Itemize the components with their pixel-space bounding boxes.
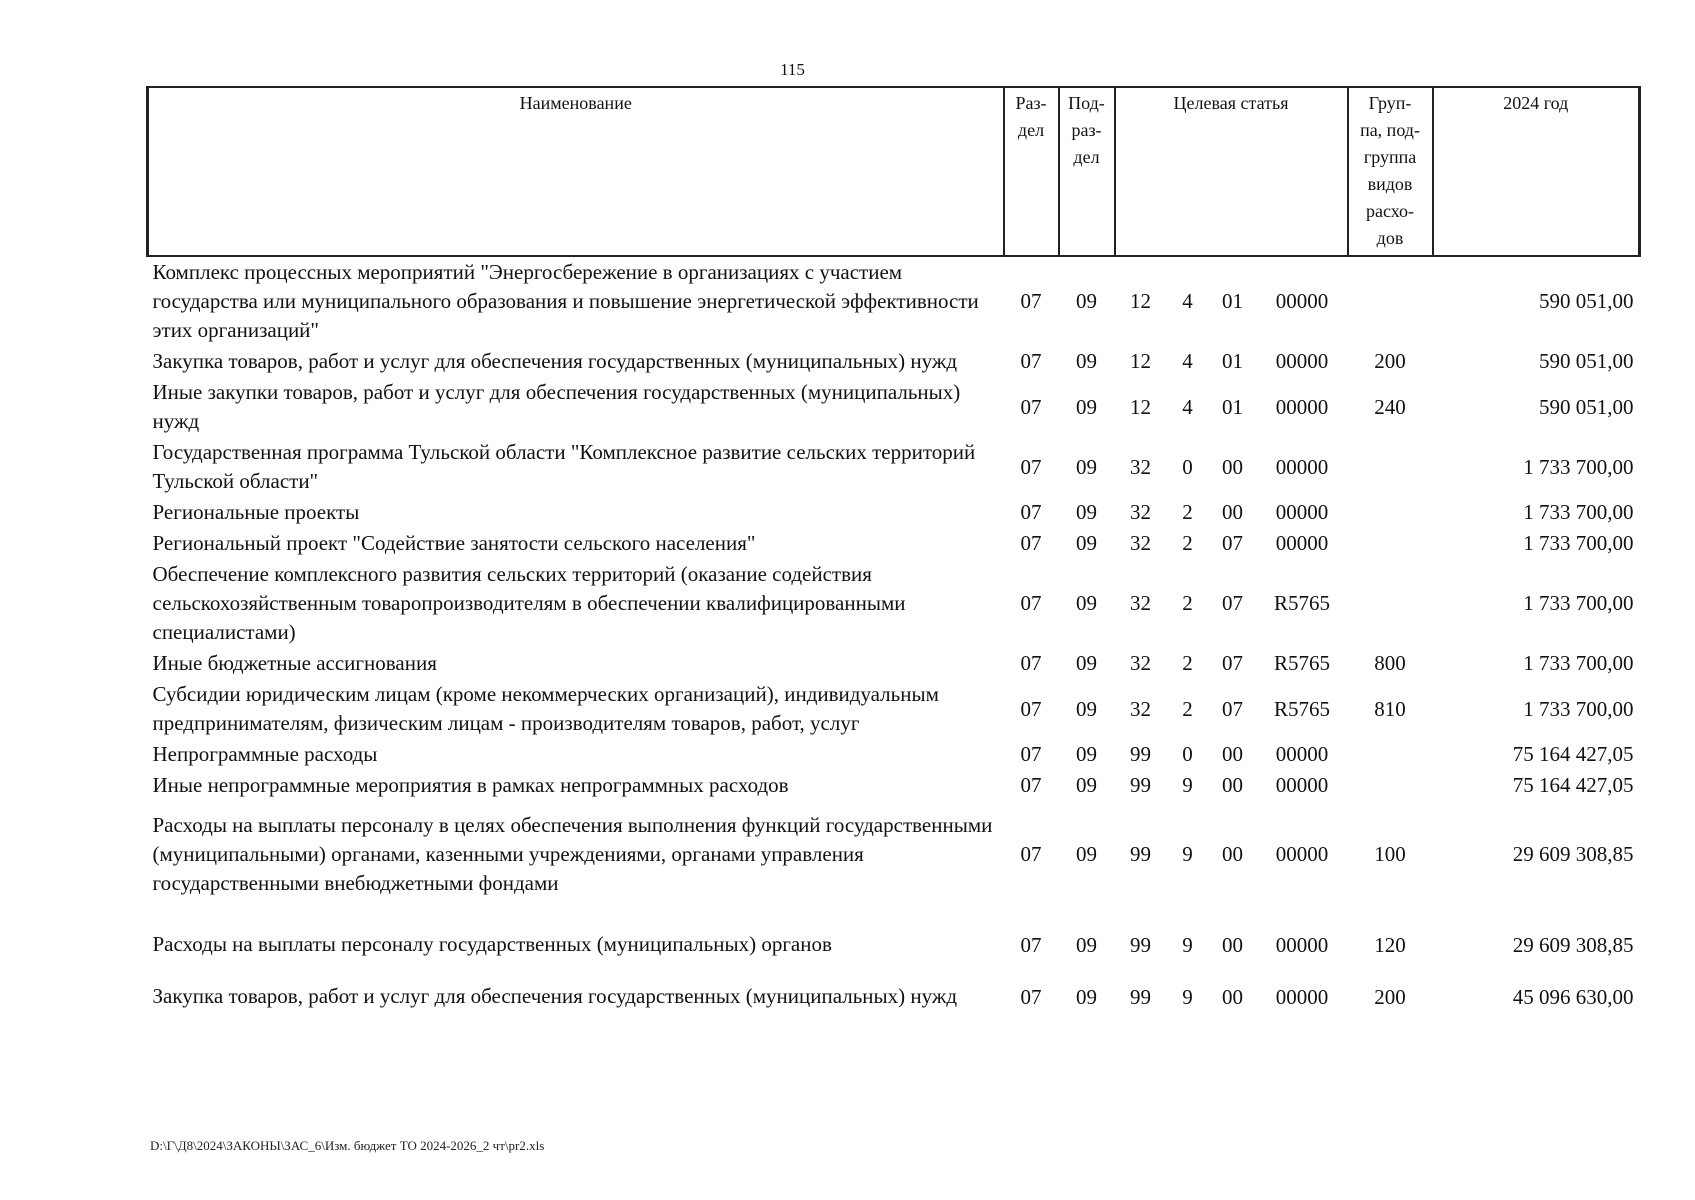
- row-podrazdel: 09: [1076, 394, 1097, 419]
- row-target-program: 32: [1130, 651, 1151, 675]
- row-expense-group: [1348, 256, 1433, 346]
- row-razdel: 07: [1020, 742, 1042, 766]
- row-razdel: 07: [1020, 454, 1042, 479]
- row-target-type: 4: [1182, 349, 1193, 373]
- row-name: Региональные проекты: [152, 500, 360, 524]
- header-razdel-line: Раз-: [1015, 93, 1047, 113]
- row-target-type: 4: [1182, 394, 1193, 419]
- table-row: [148, 497, 1640, 528]
- row-target-direction: 00000: [1275, 454, 1329, 479]
- row-target-type: 9: [1182, 773, 1193, 797]
- table-body: [148, 256, 1640, 1012]
- row-podrazdel: 09: [1076, 531, 1097, 555]
- row-podrazdel: 09: [1076, 500, 1097, 524]
- row-target-type: 0: [1182, 454, 1193, 479]
- row-podrazdel: 09: [1076, 984, 1097, 1009]
- row-podrazdel: 09: [1076, 696, 1097, 721]
- row-expense-group: [1348, 437, 1433, 497]
- row-target-subgroup: 00: [1222, 932, 1243, 957]
- row-amount: 1 733 700,00: [1523, 531, 1634, 555]
- row-target-program: 99: [1130, 842, 1151, 866]
- row-target-direction: 00000: [1275, 500, 1329, 524]
- row-amount: 29 609 308,85: [1512, 932, 1634, 957]
- table-row: [148, 739, 1640, 770]
- row-name: Обеспечение комплексного развития сельских территорий (оказание содействия сельскохозяйственным товаропроизводителям в обеспечении квалифицированными специалистами): [152, 562, 906, 644]
- row-target-type: 2: [1182, 500, 1193, 524]
- row-target-program: 12: [1130, 349, 1151, 373]
- row-target-subgroup: 00: [1222, 773, 1243, 797]
- row-target-subgroup: 00: [1222, 984, 1243, 1009]
- row-expense-group: [1348, 770, 1433, 801]
- header-group-line: расхо-: [1365, 201, 1415, 221]
- row-target-program: 99: [1130, 984, 1151, 1009]
- row-amount: 1 733 700,00: [1523, 454, 1634, 479]
- row-podrazdel: 09: [1076, 742, 1097, 766]
- header-group-line: дов: [1376, 228, 1404, 248]
- row-target-program: 32: [1130, 531, 1151, 555]
- row-razdel: 07: [1020, 696, 1042, 721]
- row-razdel: 07: [1020, 500, 1042, 524]
- row-name: Закупка товаров, работ и услуг для обеспечения государственных (муниципальных) нужд: [152, 984, 958, 1008]
- row-target-subgroup: 00: [1222, 500, 1243, 524]
- header-group-line: видов: [1367, 174, 1413, 194]
- table-row: [148, 377, 1640, 437]
- header-podrazdel-line: Под-: [1068, 93, 1105, 113]
- row-target-subgroup: 01: [1222, 349, 1243, 373]
- table-row: [148, 256, 1640, 346]
- header-target: Целевая статья: [1115, 87, 1348, 256]
- row-target-type: 4: [1182, 289, 1193, 313]
- row-razdel: 07: [1020, 932, 1042, 957]
- row-target-type: 0: [1182, 742, 1193, 766]
- table-row: [148, 437, 1640, 497]
- row-target-direction: 00000: [1275, 773, 1329, 797]
- row-target-direction: 00000: [1275, 289, 1329, 313]
- row-target-direction: 00000: [1275, 742, 1329, 766]
- row-podrazdel: 09: [1076, 349, 1097, 373]
- row-razdel: 07: [1020, 531, 1042, 555]
- header-year: 2024 год: [1433, 87, 1640, 256]
- row-target-direction: R5765: [1274, 591, 1331, 615]
- row-target-subgroup: 07: [1222, 696, 1243, 721]
- row-razdel: 07: [1020, 394, 1042, 419]
- budget-table: [146, 86, 1641, 1012]
- row-expense-group: 100: [1374, 842, 1406, 866]
- row-target-program: 32: [1130, 696, 1151, 721]
- row-amount: 590 051,00: [1539, 349, 1634, 373]
- row-target-direction: 00000: [1275, 394, 1329, 419]
- row-razdel: 07: [1020, 842, 1042, 866]
- header-podrazdel-line: раз-: [1071, 120, 1102, 140]
- row-podrazdel: 09: [1076, 651, 1097, 675]
- row-amount: 45 096 630,00: [1512, 984, 1634, 1009]
- row-target-program: 32: [1130, 454, 1151, 479]
- table-row: [148, 528, 1640, 559]
- row-target-program: 32: [1130, 591, 1151, 615]
- table-row: [148, 908, 1640, 960]
- row-target-subgroup: 00: [1222, 454, 1243, 479]
- table-row: [148, 559, 1640, 648]
- row-name: Комплекс процессных мероприятий "Энергосбережение в организациях с участием государства или муниципального образования и повышение энергетической эффективности этих организаций": [152, 260, 979, 342]
- row-target-program: 12: [1130, 394, 1151, 419]
- header-group-line: па, под-: [1360, 120, 1420, 140]
- table-row: [148, 960, 1640, 1012]
- row-amount: 29 609 308,85: [1512, 842, 1634, 866]
- row-target-direction: R5765: [1274, 696, 1331, 721]
- row-expense-group: [1348, 559, 1433, 648]
- file-path-footer: D:\Г\Д8\2024\ЗАКОНЫ\ЗАС_6\Изм. бюджет ТО 2024-2026_2 чт\pr2.xls: [150, 1138, 545, 1153]
- row-expense-group: 240: [1374, 394, 1406, 419]
- row-razdel: 07: [1020, 289, 1042, 313]
- header-podrazdel: [1059, 87, 1115, 256]
- row-target-direction: R5765: [1274, 651, 1331, 675]
- row-podrazdel: 09: [1076, 591, 1097, 615]
- row-name: Государственная программа Тульской области "Комплексное развитие сельских территорий Тульской области": [152, 440, 976, 493]
- row-target-direction: 00000: [1275, 984, 1329, 1009]
- row-target-direction: 00000: [1275, 842, 1329, 866]
- row-expense-group: 200: [1374, 984, 1406, 1009]
- row-podrazdel: 09: [1076, 932, 1097, 957]
- table-row: [148, 801, 1640, 908]
- row-amount: 75 164 427,05: [1512, 742, 1634, 766]
- row-name: Субсидии юридическим лицам (кроме некоммерческих организаций), индивидуальным предпринимателям, физическим лицам - производителям товаров, работ, услуг: [152, 682, 939, 735]
- row-name: Расходы на выплаты персоналу в целях обеспечения выполнения функций государственными (муниципальными) органами, казенными учреждениями, органами управления государственными внебюджетными фондами: [152, 813, 993, 895]
- row-expense-group: 200: [1374, 349, 1406, 373]
- row-name: Иные непрограммные мероприятия в рамках непрограммных расходов: [152, 773, 789, 797]
- row-name: Непрограммные расходы: [152, 742, 378, 766]
- row-amount: 1 733 700,00: [1523, 500, 1634, 524]
- row-target-program: 99: [1130, 773, 1151, 797]
- header-group: [1348, 87, 1433, 256]
- row-name: Расходы на выплаты персоналу государственных (муниципальных) органов: [152, 932, 832, 956]
- row-target-program: 99: [1130, 932, 1151, 957]
- row-podrazdel: 09: [1076, 454, 1097, 479]
- row-amount: 590 051,00: [1539, 394, 1634, 419]
- header-name: Наименование: [148, 87, 1004, 256]
- header-group-line: группа: [1363, 147, 1417, 167]
- row-target-subgroup: 07: [1222, 531, 1243, 555]
- row-target-type: 2: [1182, 591, 1193, 615]
- row-target-program: 32: [1130, 500, 1151, 524]
- row-target-program: 12: [1130, 289, 1151, 313]
- row-target-type: 2: [1182, 531, 1193, 555]
- row-target-type: 2: [1182, 696, 1193, 721]
- header-razdel: [1004, 87, 1059, 256]
- row-target-subgroup: 00: [1222, 842, 1243, 866]
- table-row: [148, 679, 1640, 739]
- row-razdel: 07: [1020, 773, 1042, 797]
- row-amount: 1 733 700,00: [1523, 651, 1634, 675]
- row-target-type: 2: [1182, 651, 1193, 675]
- row-target-subgroup: 07: [1222, 651, 1243, 675]
- row-expense-group: 800: [1374, 651, 1406, 675]
- header-group-line: Груп-: [1368, 93, 1412, 113]
- row-target-subgroup: 01: [1222, 394, 1243, 419]
- header-razdel-line: дел: [1017, 120, 1045, 140]
- row-target-program: 99: [1130, 742, 1151, 766]
- row-expense-group: [1348, 497, 1433, 528]
- table-row: [148, 770, 1640, 801]
- row-expense-group: [1348, 528, 1433, 559]
- row-name: Закупка товаров, работ и услуг для обеспечения государственных (муниципальных) нужд: [152, 349, 958, 373]
- row-amount: 1 733 700,00: [1523, 696, 1634, 721]
- row-target-type: 9: [1182, 932, 1193, 957]
- row-expense-group: 810: [1374, 696, 1406, 721]
- row-target-direction: 00000: [1275, 531, 1329, 555]
- row-podrazdel: 09: [1076, 289, 1097, 313]
- row-target-direction: 00000: [1275, 349, 1329, 373]
- table-row: [148, 346, 1640, 377]
- header-podrazdel-line: дел: [1073, 147, 1100, 167]
- row-target-type: 9: [1182, 984, 1193, 1009]
- row-expense-group: 120: [1374, 932, 1406, 957]
- page-number: 115: [780, 60, 805, 79]
- row-podrazdel: 09: [1076, 773, 1097, 797]
- budget-table-container: [146, 86, 1638, 1012]
- row-target-direction: 00000: [1275, 932, 1329, 957]
- row-expense-group: [1348, 739, 1433, 770]
- row-razdel: 07: [1020, 591, 1042, 615]
- row-amount: 1 733 700,00: [1523, 591, 1634, 615]
- row-name: Иные закупки товаров, работ и услуг для обеспечения государственных (муниципальных) нужд: [152, 380, 961, 433]
- row-target-type: 9: [1182, 842, 1193, 866]
- row-amount: 590 051,00: [1539, 289, 1634, 313]
- row-target-subgroup: 01: [1222, 289, 1243, 313]
- row-name: Региональный проект "Содействие занятости сельского населения": [152, 531, 756, 555]
- row-razdel: 07: [1020, 984, 1042, 1009]
- table-row: [148, 648, 1640, 679]
- row-amount: 75 164 427,05: [1512, 773, 1634, 797]
- row-razdel: 07: [1020, 349, 1042, 373]
- row-name: Иные бюджетные ассигнования: [152, 651, 437, 675]
- row-target-subgroup: 07: [1222, 591, 1243, 615]
- row-target-subgroup: 00: [1222, 742, 1243, 766]
- row-podrazdel: 09: [1076, 842, 1097, 866]
- table-header: [148, 87, 1640, 256]
- row-razdel: 07: [1020, 651, 1042, 675]
